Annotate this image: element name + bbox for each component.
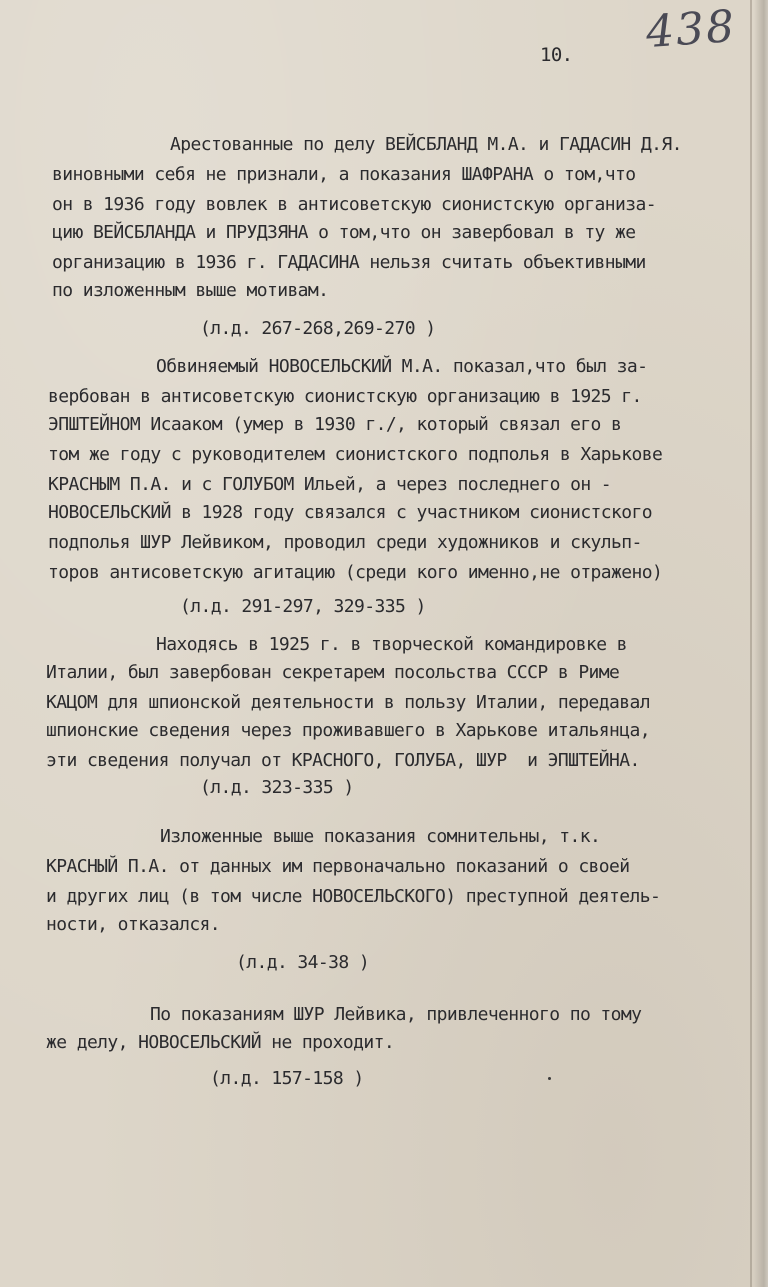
- citation: (л.д. 323-335 ): [200, 777, 354, 798]
- citation: (л.д. 291-297, 329-335 ): [180, 596, 426, 617]
- paper-edge: [754, 0, 768, 1287]
- text-line: НОВОСЕЛЬСКИЙ в 1928 году связался с участником сионистского: [48, 502, 652, 523]
- text-line: по изложенным выше мотивам.: [52, 280, 329, 301]
- text-line: ЭПШТЕЙНОМ Исааком (умер в 1930 г./, который связал его в: [48, 414, 622, 435]
- text-line: Изложенные выше показания сомнительны, т.к.: [160, 826, 601, 847]
- text-line: Арестованные по делу ВЕЙСБЛАНД М.А. и ГАДАСИН Д.Я.: [170, 134, 682, 155]
- text-line: КРАСНЫЙ П.А. от данных им первоначально показаний о своей: [46, 856, 630, 877]
- ink-dot: [548, 1077, 551, 1080]
- text-line: Обвиняемый НОВОСЕЛЬСКИЙ М.А. показал,что был за-: [156, 356, 648, 377]
- page-number: 10.: [540, 44, 573, 66]
- text-line: виновными себя не признали, а показания ШАФРАНА о том,что: [52, 164, 636, 185]
- text-line: Италии, был завербован секретарем посольства СССР в Риме: [46, 662, 620, 683]
- citation: (л.д. 157-158 ): [210, 1068, 364, 1089]
- text-line: эти сведения получал от КРАСНОГО, ГОЛУБА, ШУР и ЭПШТЕЙНА.: [46, 750, 640, 771]
- text-line: шпионские сведения через проживавшего в Харькове итальянца,: [46, 720, 650, 741]
- text-line: подполья ШУР Лейвиком, проводил среди художников и скульп-: [48, 532, 642, 553]
- handwritten-sheet-number: 438: [644, 0, 738, 59]
- text-line: КАЦОМ для шпионской деятельности в пользу Италии, передавал: [46, 692, 650, 713]
- text-line: По показаниям ШУР Лейвика, привлеченного по тому: [150, 1004, 642, 1025]
- text-line: вербован в антисоветскую сионистскую организацию в 1925 г.: [48, 386, 642, 407]
- text-line: организацию в 1936 г. ГАДАСИНА нельзя считать объективными: [52, 252, 646, 273]
- paper-fold: [750, 0, 752, 1287]
- citation: (л.д. 34-38 ): [236, 952, 370, 973]
- citation: (л.д. 267-268,269-270 ): [200, 318, 436, 339]
- text-line: цию ВЕЙСБЛАНДА и ПРУДЗЯНА о том,что он завербовал в ту же: [52, 222, 636, 243]
- text-line: он в 1936 году вовлек в антисоветскую сионистскую организа-: [52, 194, 656, 215]
- text-line: торов антисоветскую агитацию (среди кого именно,не отражено): [48, 562, 663, 583]
- text-line: же делу, НОВОСЕЛЬСКИЙ не проходит.: [46, 1032, 395, 1053]
- text-line: том же году с руководителем сионистского подполья в Харькове: [48, 444, 663, 465]
- text-line: КРАСНЫМ П.А. и с ГОЛУБОМ Ильей, а через последнего он -: [48, 474, 612, 495]
- text-line: Находясь в 1925 г. в творческой командировке в: [156, 634, 627, 655]
- text-line: ности, отказался.: [46, 914, 221, 935]
- text-line: и других лиц (в том числе НОВОСЕЛЬСКОГО) преступной деятель-: [46, 886, 661, 907]
